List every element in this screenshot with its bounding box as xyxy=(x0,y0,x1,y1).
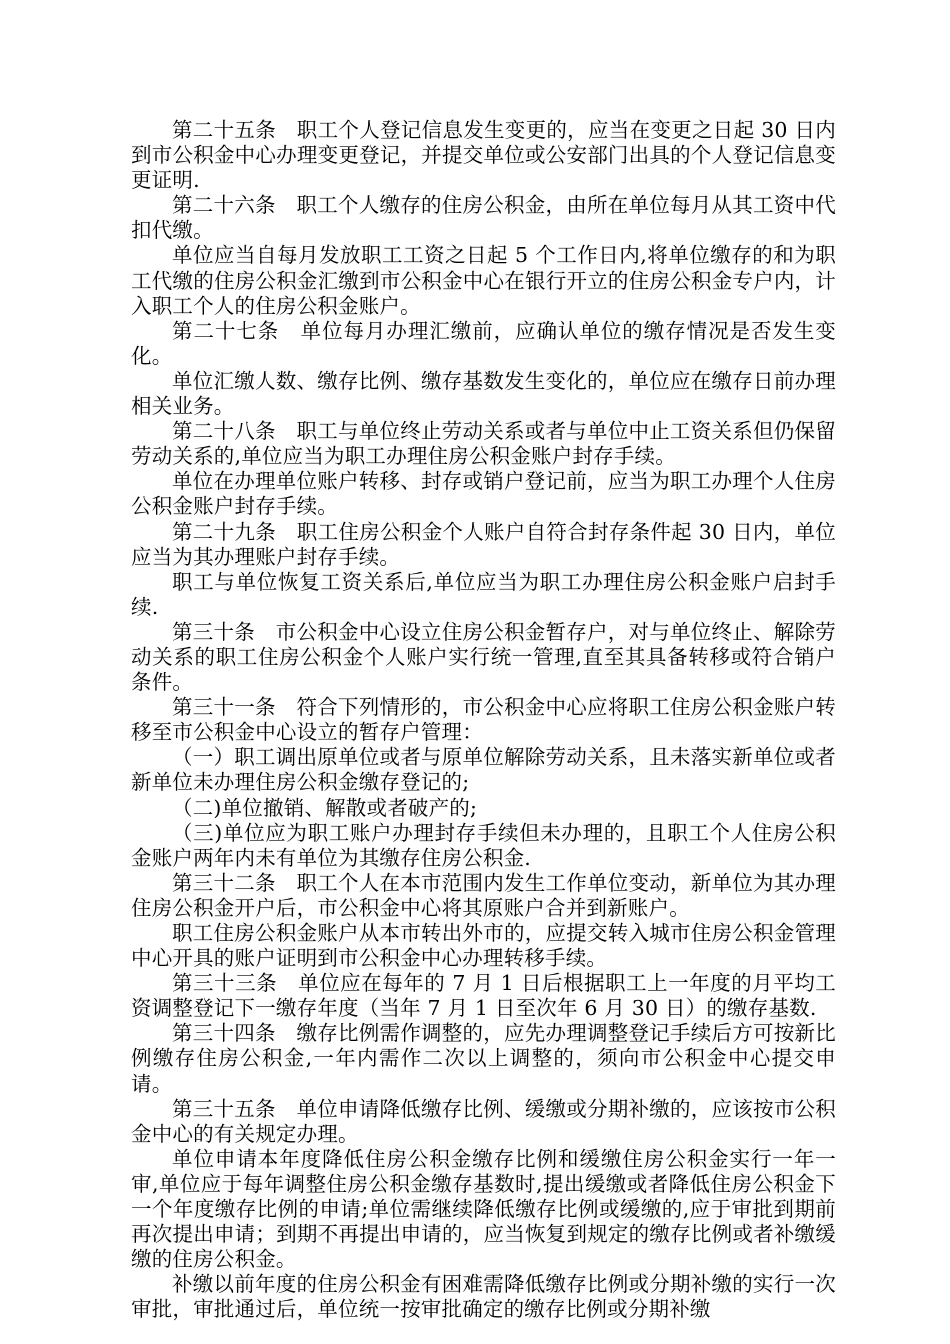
paragraph-article-31: 第三十一条 符合下列情形的，市公积金中心应将职工住房公积金账户转移至市公积金中心设立的暂存户管理： xyxy=(131,695,836,745)
paragraph: 单位在办理单位账户转移、封存或销户登记前，应当为职工办理个人住房公积金账户封存手续。 xyxy=(131,469,836,519)
list-item: （一）职工调出原单位或者与原单位解除劳动关系，且未落实新单位或者新单位未办理住房公积金缴存登记的; xyxy=(131,745,836,795)
paragraph: 职工与单位恢复工资关系后,单位应当为职工办理住房公积金账户启封手续. xyxy=(131,569,836,619)
paragraph-article-35: 第三十五条 单位申请降低缴存比例、缓缴或分期补缴的，应该按市公积金中心的有关规定办理。 xyxy=(131,1096,836,1146)
paragraph-article-29: 第二十九条 职工住房公积金个人账户自符合封存条件起 30 日内，单位应当为其办理账户封存手续。 xyxy=(131,519,836,569)
paragraph-article-27: 第二十七条 单位每月办理汇缴前，应确认单位的缴存情况是否发生变化。 xyxy=(131,318,836,368)
list-item: （三)单位应为职工账户办理封存手续但未办理的，且职工个人住房公积金账户两年内未有单位为其缴存住房公积金. xyxy=(131,820,836,870)
paragraph-article-30: 第三十条 市公积金中心设立住房公积金暂存户，对与单位终止、解除劳动关系的职工住房公积金个人账户实行统一管理,直至其具备转移或符合销户条件。 xyxy=(131,619,836,695)
paragraph-article-28: 第二十八条 职工与单位终止劳动关系或者与单位中止工资关系但仍保留劳动关系的,单位应当为职工办理住房公积金账户封存手续。 xyxy=(131,419,836,469)
paragraph: 单位汇缴人数、缴存比例、缴存基数发生变化的，单位应在缴存日前办理相关业务。 xyxy=(131,368,836,419)
paragraph: 单位应当自每月发放职工工资之日起 5 个工作日内,将单位缴存的和为职工代缴的住房公积金汇缴到市公积金中心在银行开立的住房公积金专户内，计入职工个人的住房公积金账户。 xyxy=(131,243,836,318)
paragraph-article-34: 第三十四条 缴存比例需作调整的，应先办理调整登记手续后方可按新比例缴存住房公积金,一年内需作二次以上调整的，须向市公积金中心提交申请。 xyxy=(131,1021,836,1096)
paragraph-article-26: 第二十六条 职工个人缴存的住房公积金，由所在单位每月从其工资中代扣代缴。 xyxy=(131,193,836,243)
paragraph: 单位申请本年度降低住房公积金缴存比例和缓缴住房公积金实行一年一审,单位应于每年调整住房公积金缴存基数时,提出缓缴或者降低住房公积金下一个年度缴存比例的申请;单位需继续降低缴存比例或缓缴的,应于审批到期前再次提出申请；到期不再提出申请的，应当恢复到规定的缴存比例或者补缴缓缴的住房公积金。 xyxy=(131,1146,836,1272)
paragraph-article-32: 第三十二条 职工个人在本市范围内发生工作单位变动，新单位为其办理住房公积金开户后，市公积金中心将其原账户合并到新账户。 xyxy=(131,870,836,920)
paragraph: 职工住房公积金账户从本市转出外市的，应提交转入城市住房公积金管理中心开具的账户证明到市公积金中心办理转移手续。 xyxy=(131,921,836,971)
document-body xyxy=(131,118,836,1323)
paragraph-article-25: 第二十五条 职工个人登记信息发生变更的，应当在变更之日起 30 日内到市公积金中心办理变更登记，并提交单位或公安部门出具的个人登记信息变更证明. xyxy=(131,118,836,193)
paragraph: 补缴以前年度的住房公积金有困难需降低缴存比例或分期补缴的实行一次审批，审批通过后，单位统一按审批确定的缴存比例或分期补缴 xyxy=(131,1272,836,1322)
list-item: （二)单位撤销、解散或者破产的; xyxy=(172,795,478,820)
paragraph-article-33: 第三十三条 单位应在每年的 7 月 1 日后根据职工上一年度的月平均工资调整登记下一缴存年度（当年 7 月 1 日至次年 6 月 30 日）的缴存基数. xyxy=(131,971,836,1021)
